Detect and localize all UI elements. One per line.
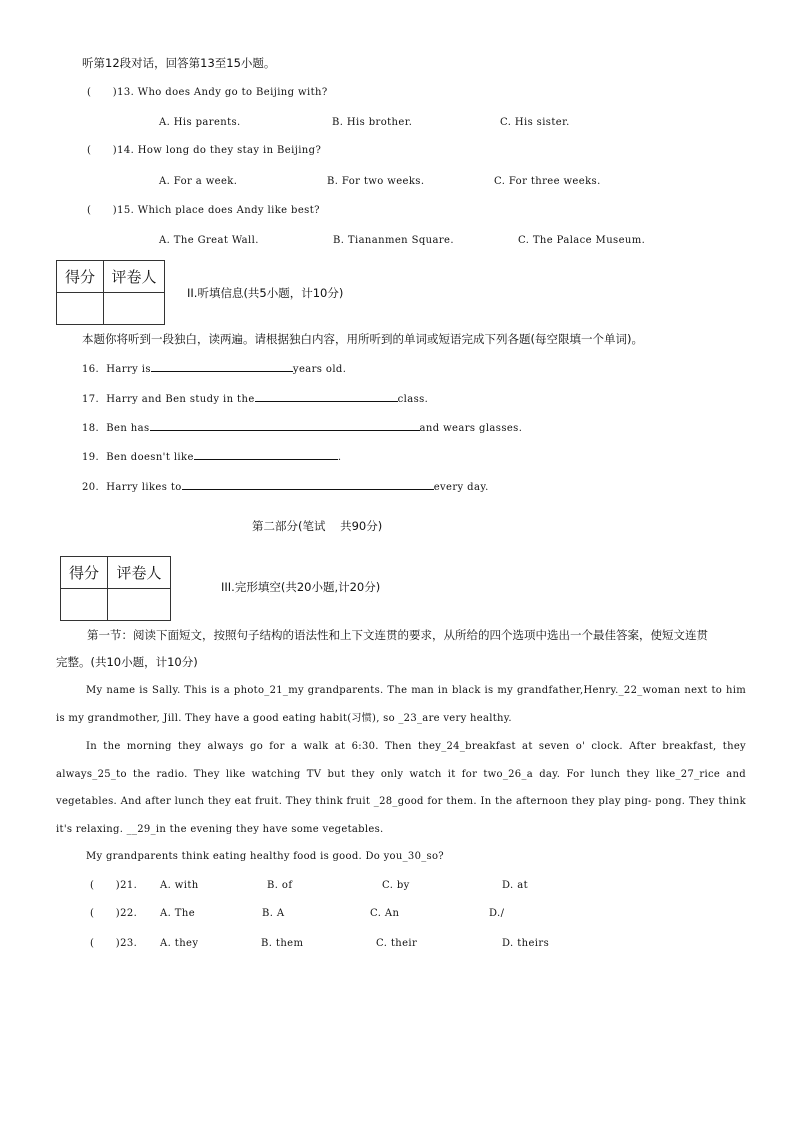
option-22b: B. A [262, 908, 285, 919]
option-14b: B. For two weeks. [327, 176, 425, 187]
option-21d: D. at [502, 880, 528, 891]
cloze-question-21: ( )21. [90, 880, 138, 891]
option-21b: B. of [267, 880, 293, 891]
answer-paren[interactable]: ( ) [90, 908, 121, 919]
question-stem: 13. Who does Andy go to Beijing with? [117, 87, 328, 98]
score-label: 得分 [61, 557, 108, 589]
section3-intro-line2: 完整。(共10小题，计10分) [56, 655, 198, 669]
score-box [60, 556, 171, 621]
section3-intro-line1: 第一节：阅读下面短文，按照句子结构的语法性和上下文连贯的要求，从所给的四个选项中选出一个最佳答案，使短文连贯 [87, 628, 708, 642]
fill-item-16: 16. Harry is years old. [82, 361, 346, 375]
answer-blank[interactable] [151, 361, 293, 372]
option-21c: C. by [382, 880, 410, 891]
cloze-question-22: ( )22. [90, 908, 138, 919]
question-stem: 15. Which place does Andy like best? [117, 205, 320, 216]
score-label: 得分 [57, 261, 104, 293]
answer-paren[interactable]: ( ) [90, 880, 121, 891]
section2-title: II.听填信息(共5小题，计10分) [187, 286, 344, 300]
answer-paren[interactable]: ( ) [87, 145, 118, 156]
answer-blank[interactable] [255, 391, 398, 402]
option-23c: C. their [376, 938, 418, 949]
option-13b: B. His brother. [332, 117, 413, 128]
score-cell[interactable] [57, 293, 104, 325]
question-15 [87, 205, 320, 216]
answer-blank[interactable] [182, 479, 434, 490]
answer-paren[interactable]: ( ) [87, 205, 118, 216]
answer-paren[interactable]: ( ) [87, 87, 118, 98]
grader-cell[interactable] [108, 589, 171, 621]
grader-label: 评卷人 [104, 261, 165, 293]
section2-instructions: 本题你将听到一段独白，读两遍。请根据独白内容，用所听到的单词或短语完成下列各题(每空限填一个单词)。 [82, 332, 643, 346]
option-15c: C. The Palace Museum. [518, 235, 646, 246]
cloze-question-23: ( )23. [90, 938, 138, 949]
option-13c: C. His sister. [500, 117, 570, 128]
part2-title: 第二部分(笔试 共90分) [252, 519, 383, 533]
grader-cell[interactable] [104, 293, 165, 325]
answer-blank[interactable] [150, 420, 420, 431]
fill-item-19: 19. Ben doesn't like . [82, 449, 341, 463]
passage-paragraph-1: My name is Sally. This is a photo_21_my grandparents. The man in black is my grandfather,Henry._22_woman next to him is my grandmother, Jill. They have a good eating habit(习惯), so _23_are very healthy. [56, 685, 746, 724]
option-23b: B. them [261, 938, 304, 949]
question-stem: 14. How long do they stay in Beijing? [117, 145, 322, 156]
option-23a: A. they [160, 938, 199, 949]
passage-paragraph-3: My grandparents think eating healthy food is good. Do you_30_so? [86, 851, 444, 862]
listening-intro: 听第12段对话，回答第13至15小题。 [82, 56, 276, 70]
option-14a: A. For a week. [159, 176, 238, 187]
question-13 [87, 87, 328, 98]
answer-blank[interactable] [194, 449, 338, 460]
fill-item-17: 17. Harry and Ben study in the class. [82, 391, 428, 405]
score-cell[interactable] [61, 589, 108, 621]
passage-paragraph-2: In the morning they always go for a walk at 6:30. Then they_24_breakfast at seven o' clock. After breakfast, they always_25_to the radio. They like watching TV but they only watch it for two_26_a day. For lunch they like_27_rice and vegetables. And after lunch they eat fruit. They think fruit _28_good for them. In the afternoon they play ping- pong. They think it's relaxing. __29_in the evening they have some vegetables. [56, 741, 746, 835]
option-22c: C. An [370, 908, 400, 919]
fill-item-18: 18. Ben has and wears glasses. [82, 420, 522, 434]
option-15b: B. Tiananmen Square. [333, 235, 454, 246]
score-box [56, 260, 165, 325]
answer-paren[interactable]: ( ) [90, 938, 121, 949]
option-13a: A. His parents. [159, 117, 241, 128]
option-14c: C. For three weeks. [494, 176, 601, 187]
option-15a: A. The Great Wall. [159, 235, 259, 246]
option-23d: D. theirs [502, 938, 550, 949]
option-22a: A. The [160, 908, 196, 919]
fill-item-20: 20. Harry likes to every day. [82, 479, 489, 493]
question-14 [87, 145, 321, 156]
option-22d: D./ [489, 908, 505, 919]
option-21a: A. with [160, 880, 199, 891]
section3-title: III.完形填空(共20小题,计20分) [221, 580, 381, 594]
grader-label: 评卷人 [108, 557, 171, 589]
